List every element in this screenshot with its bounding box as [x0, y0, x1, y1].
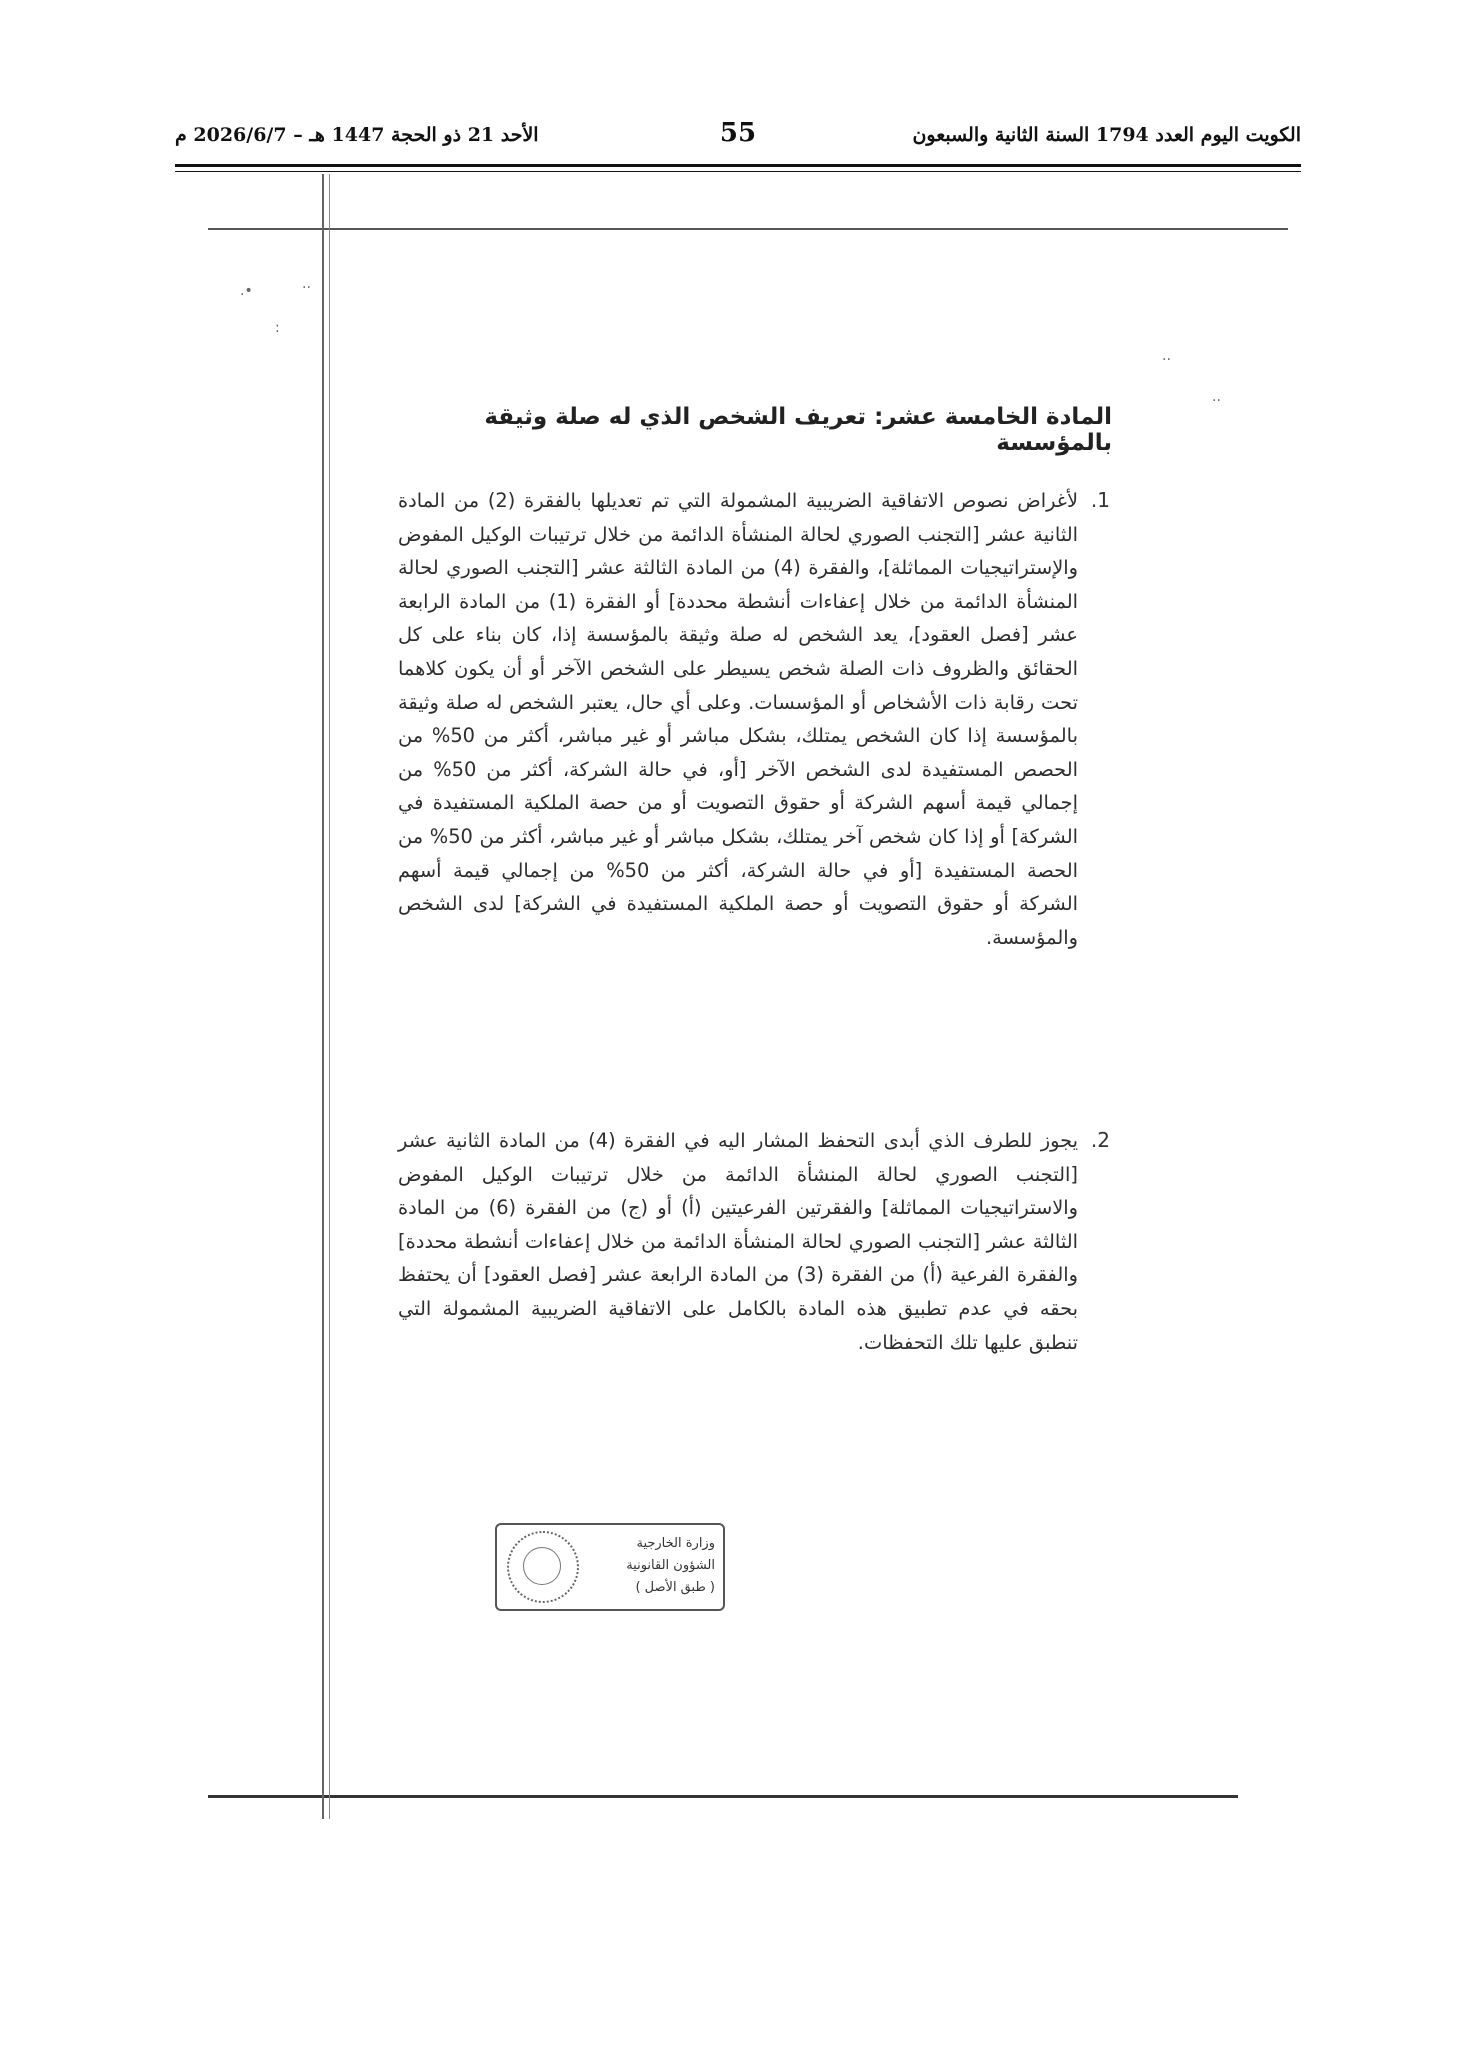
issue-date: الأحد 21 ذو الحجة 1447 هـ – 2026/6/7 م: [175, 124, 539, 146]
scan-speck: ··: [1212, 393, 1221, 409]
stamp-line: وزارة الخارجية: [636, 1536, 715, 1551]
page-number: 55: [719, 118, 757, 148]
scan-frame-left: [322, 174, 324, 1819]
official-stamp: [495, 1523, 725, 1611]
stamp-line: الشؤون القانونية: [626, 1558, 715, 1573]
scan-frame-bottom: [208, 1795, 1238, 1798]
scan-speck: •.: [240, 283, 253, 299]
scan-speck: ··: [1162, 352, 1171, 368]
paragraph-text: يجوز للطرف الذي أبدى التحفظ المشار اليه في الفقرة (4) من المادة الثانية عشر [التجنب الصوري لحالة المنشأة الدائمة من خلال ترتيبات الوكيل المفوض والاستراتيجيات المماثلة] والفقرتين الفرعيتين (أ) أو (ج) من الفقرة (6) من المادة الثالثة عشر [التجنب الصوري لحالة المنشأة الدائمة من خلال إعفاءات أنشطة محددة] والفقرة الفرعية (أ) من الفقرة (3) من المادة الرابعة عشر [فصل العقود] أن يحتفظ بحقه في عدم تطبيق هذه المادة بالكامل على الاتفاقية الضريبية المشمولة التي تنطبق عليها تلك التحفظات.: [398, 1129, 1078, 1354]
paragraph-2: [398, 1124, 1110, 1424]
paragraph-1: [398, 484, 1110, 1124]
scan-speck: :: [275, 320, 280, 336]
stamp-text: [583, 1533, 715, 1599]
header-rule-thin: [175, 171, 1301, 172]
header-rule-thick: [175, 164, 1301, 167]
paragraph-number: 1.: [1090, 488, 1110, 512]
scan-frame-left-inner: [329, 174, 330, 1819]
issue-info: الكويت اليوم العدد 1794 السنة الثانية والسبعون: [912, 124, 1301, 146]
scan-speck: ··: [302, 280, 311, 296]
stamp-line: ( طبق الأصل ): [635, 1580, 715, 1595]
scan-frame-top: [208, 228, 1288, 230]
page-header: [175, 118, 1301, 158]
paragraph-text: لأغراض نصوص الاتفاقية الضريبية المشمولة التي تم تعديلها بالفقرة (2) من المادة الثانية عشر [التجنب الصوري لحالة المنشأة الدائمة من خلال ترتيبات الوكيل المفوض والإستراتيجيات المماثلة]، والفقرة (4) من المادة الثالثة عشر [التجنب الصوري لحالة المنشأة الدائمة من خلال إعفاءات أنشطة محددة] أو الفقرة (1) من المادة الرابعة عشر [فصل العقود]، يعد الشخص له صلة وثيقة بالمؤسسة إذا، كان بناء على كل الحقائق والظروف ذات الصلة شخص يسيطر على الشخص الآخر أو أن يكون كلاهما تحت رقابة ذات الأشخاص أو المؤسسات. وعلى أي حال، يعتبر الشخص له صلة وثيقة بالمؤسسة إذا كان الشخص يمتلك، بشكل مباشر أو غير مباشر، أكثر من 50% من الحصص المستفيدة لدى الشخص الآخر [أو، في حالة الشركة، أكثر من 50% من إجمالي قيمة أسهم الشركة أو حقوق التصويت أو من حصة الملكية المستفيدة في الشركة] أو إذا كان شخص آخر يمتلك، بشكل مباشر أو غير مباشر، أكثر من 50% من الحصة المستفيدة [أو في حالة الشركة، أكثر من 50% من إجمالي قيمة أسهم الشركة أو حقوق التصويت أو حصة الملكية المستفيدة في الشركة] لدى الشخص والمؤسسة.: [398, 489, 1078, 949]
paragraph-number: 2.: [1090, 1128, 1110, 1152]
article-title: المادة الخامسة عشر: تعريف الشخص الذي له صلة وثيقة بالمؤسسة: [484, 404, 1112, 456]
ministry-seal-icon: [507, 1531, 579, 1603]
